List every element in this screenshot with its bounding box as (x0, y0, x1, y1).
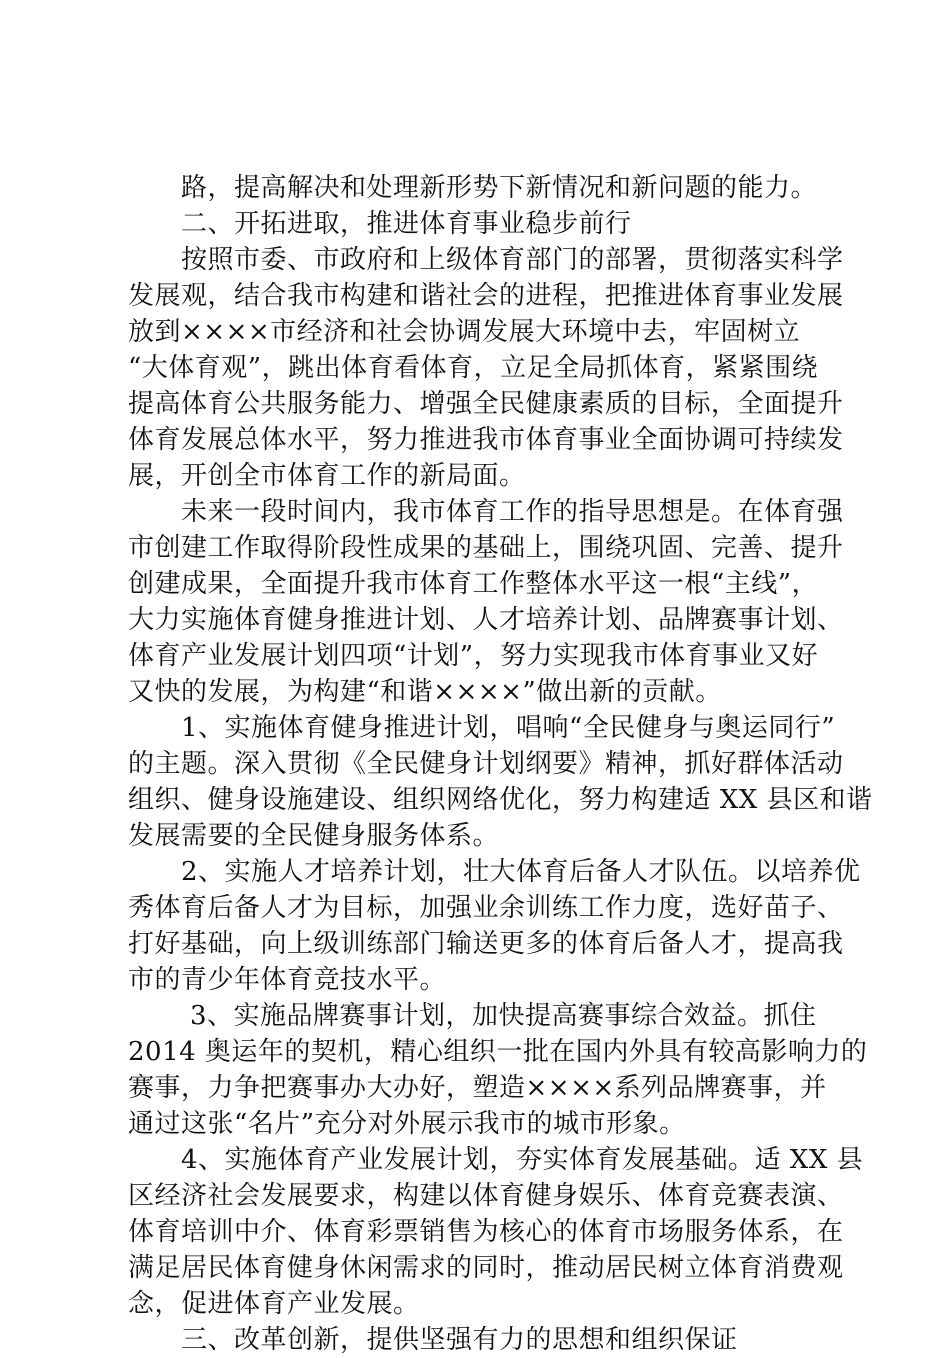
text-line: 赛事，力争把赛事办大办好，塑造××××系列品牌赛事，并 (128, 1073, 827, 1103)
text-line: 提高体育公共服务能力、增强全民健康素质的目标，全面提升 (128, 389, 844, 419)
text-line: 满足居民体育健身休闲需求的同时，推动居民树立体育消费观 (128, 1253, 844, 1283)
text-line: “大体育观”，跳出体育看体育，立足全局抓体育，紧紧围绕 (128, 353, 819, 383)
text-line: 通过这张“名片”充分对外展示我市的城市形象。 (128, 1109, 686, 1139)
text-line: 2014 奥运年的契机，精心组织一批在国内外具有较高影响力的 (128, 1037, 868, 1067)
text-line: 1、实施体育健身推进计划，唱响“全民健身与奥运同行” (181, 713, 836, 743)
text-line: 路，提高解决和处理新形势下新情况和新问题的能力。 (181, 173, 818, 203)
text-line: 体育发展总体水平，努力推进我市体育事业全面协调可持续发 (128, 425, 844, 455)
text-line: 秀体育后备人才为目标，加强业余训练工作力度，选好苗子、 (128, 893, 844, 923)
text-line: 放到××××市经济和社会协调发展大环境中去，牢固树立 (128, 317, 801, 347)
text-line: 打好基础，向上级训练部门输送更多的体育后备人才，提高我 (128, 929, 844, 959)
text-line: 按照市委、市政府和上级体育部门的部署，贯彻落实科学 (181, 245, 844, 275)
text-line: 又快的发展，为构建“和谐××××”做出新的贡献。 (128, 677, 722, 707)
section-heading: 二、开拓进取，推进体育事业稳步前行 (181, 209, 632, 239)
text-line: 的主题。深入贯彻《全民健身计划纲要》精神，抓好群体活动 (128, 749, 844, 779)
text-line: 4、实施体育产业发展计划，夯实体育发展基础。适 XX 县 (181, 1145, 864, 1175)
text-line: 体育培训中介、体育彩票销售为核心的体育市场服务体系，在 (128, 1217, 844, 1247)
text-line: 市的青少年体育竞技水平。 (128, 965, 447, 995)
text-line: 创建成果，全面提升我市体育工作整体水平这一根“主线”， (128, 569, 819, 599)
text-line: 3、实施品牌赛事计划，加快提高赛事综合效益。抓住 (190, 1001, 817, 1031)
text-line: 未来一段时间内，我市体育工作的指导思想是。在体育强 (181, 497, 844, 527)
text-line: 2、实施人才培养计划，壮大体育后备人才队伍。以培养优 (181, 857, 861, 887)
text-line: 发展需要的全民健身服务体系。 (128, 821, 500, 851)
text-line: 市创建工作取得阶段性成果的基础上，围绕巩固、完善、提升 (128, 533, 844, 563)
text-line: 体育产业发展计划四项“计划”，努力实现我市体育事业又好 (128, 641, 819, 671)
text-line: 发展观，结合我市构建和谐社会的进程，把推进体育事业发展 (128, 281, 844, 311)
text-line: 念，促进体育产业发展。 (128, 1289, 420, 1319)
text-line: 大力实施体育健身推进计划、人才培养计划、品牌赛事计划、 (128, 605, 844, 635)
section-heading: 三、改革创新，提供坚强有力的思想和组织保证 (181, 1325, 738, 1355)
text-line: 区经济社会发展要求，构建以体育健身娱乐、体育竞赛表演、 (128, 1181, 844, 1211)
text-line: 组织、健身设施建设、组织网络优化，努力构建适 XX 县区和谐 (128, 785, 873, 815)
text-line: 展，开创全市体育工作的新局面。 (128, 461, 526, 491)
